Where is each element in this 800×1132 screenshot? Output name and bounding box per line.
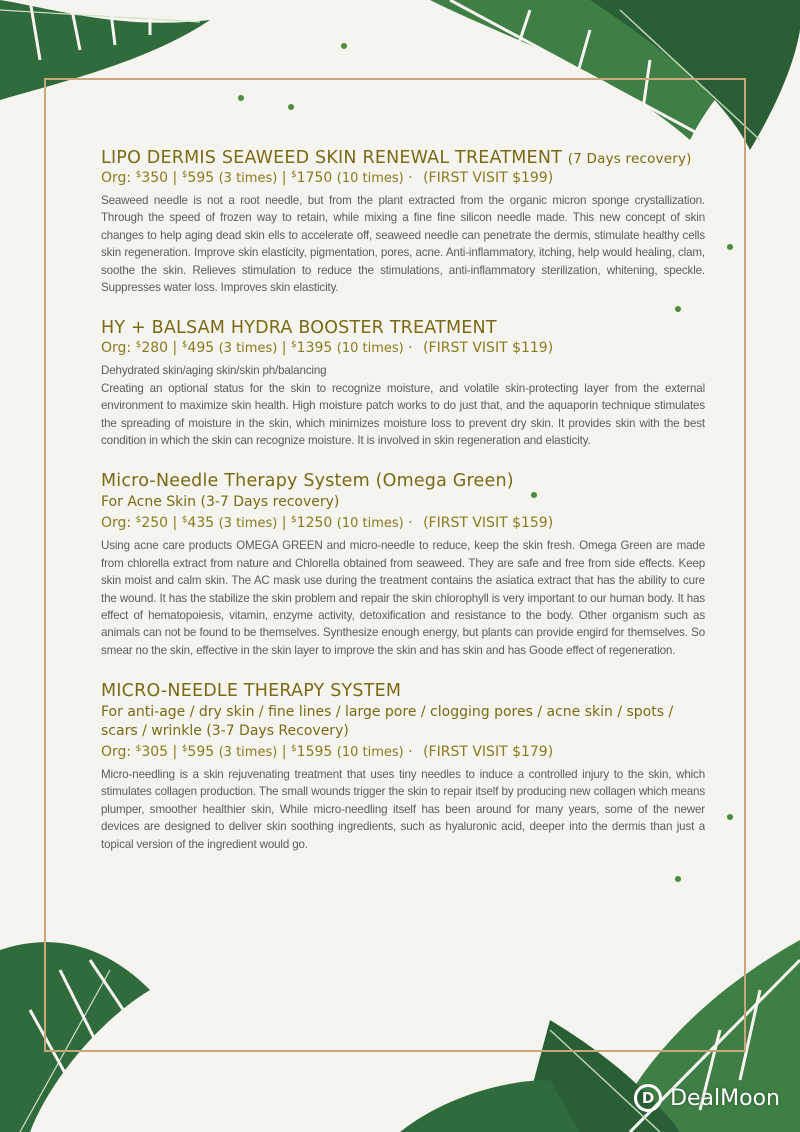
dealmoon-watermark — [634, 1084, 780, 1112]
decorative-dot — [727, 244, 733, 250]
treatment-subtitle: For anti-age / dry skin / fine lines / large pore / clogging pores / acne skin / spots / scars / wrinkle (3-7 Days Recovery) — [101, 704, 674, 740]
treatment-description: Using acne care products OMEGA GREEN and micro-needle to reduce, keep the skin fresh. Omega Green are made from chlorella extract from nature and Chlorella obtained from seaweed. They are safe and free from side effects. Keep skin moist and calm skin. The AC mask use during the treatment contains the asiatica extract that has the ability to cure the wound. It has the stabilize the skin problem and repair the skin chlorophyll is very important to our human body. It has effect of hematopoiesis, vitamin, enzyme activity, detoxification and resistance to the body. Other organism such as animals can not be found to be themselves. Synthesize enough energy, but plants can provide engird for themselves. So smear no the skin, effective in the skin layer to improve the skin and has skin and has Goode effect of regeneration. — [101, 539, 705, 657]
price-line: Org: $280 | $495 (3 times) | $1395 (10 times) · (FIRST VISIT $119) — [101, 340, 554, 357]
treatment-title: HY + BALSAM HYDRA BOOSTER TREATMENT — [101, 318, 497, 339]
decorative-dot — [288, 104, 294, 110]
decorative-dot — [675, 876, 681, 882]
dealmoon-logo-icon: D — [634, 1084, 662, 1112]
treatment-description: Seaweed needle is not a root needle, but from the plant extracted from the organic micron sponge crystallization. Through the speed of frozen way to retain, while mixing a fine fine silicon needle made. This new concept of skin changes to help aging dead skin ells to accelerate off, seaweed needle can penetrate the dermis, stimulate healthy cells skin regeneration. Improve skin elasticity, pigmentation, pores, acne. Anti-inflammatory, itching, help would healing, clam, soothe the skin. Relieves stimulation to reduce the stimulations, anti-inflammatory sterilization, whitening, speckle. Suppresses water loss. Improves skin elasticity. — [101, 194, 705, 295]
price-line: Org: $250 | $435 (3 times) | $1250 (10 times) · (FIRST VISIT $159) — [101, 515, 554, 532]
decorative-dot — [341, 43, 347, 49]
treatment-section — [101, 318, 705, 449]
first-visit-price: (FIRST VISIT $119) — [423, 340, 554, 357]
watermark-brand: DealMoon — [670, 1085, 780, 1111]
treatment-title: Micro-Needle Therapy System (Omega Green) — [101, 471, 514, 492]
first-visit-price: (FIRST VISIT $179) — [423, 743, 554, 760]
treatment-section — [101, 681, 705, 853]
treatment-section — [101, 471, 705, 659]
decorative-dot — [727, 814, 733, 820]
treatment-list — [101, 148, 705, 875]
price-line: Org: $305 | $595 (3 times) | $1595 (10 times) · (FIRST VISIT $179) — [101, 743, 554, 760]
price-line: Org: $350 | $595 (3 times) | $1750 (10 times) · (FIRST VISIT $199) — [101, 170, 554, 186]
recovery-note: (7 Days recovery) — [567, 151, 692, 167]
treatment-title: LIPO DERMIS SEAWEED SKIN RENEWAL TREATMENT (7 Days recovery) — [101, 148, 692, 168]
treatment-description: Creating an optional status for the skin to recognize moisture, and volatile skin-protecting layer from the external environment to maximize skin health. High moisture patch works to do just that, and the aquaporin technique stimulates the spreading of moisture in the skin, which minimizes moisture loss to prevent dry skin. It provides skin with the best condition in which the skin can recognize moisture. It is involved in skin regeneration and elasticity. — [101, 381, 705, 448]
decorative-dot — [238, 95, 244, 101]
first-visit-price: (FIRST VISIT $159) — [423, 515, 554, 532]
treatment-section — [101, 148, 705, 296]
treatment-subtitle: For Acne Skin (3-7 Days recovery) — [101, 494, 340, 511]
first-visit-price: (FIRST VISIT $199) — [423, 170, 554, 186]
treatment-title: MICRO-NEEDLE THERAPY SYSTEM — [101, 681, 402, 702]
treatment-description: Micro-needling is a skin rejuvenating treatment that uses tiny needles to induce a controlled injury to the skin, which stimulates collagen production. The small wounds trigger the skin to repair itself by producing new collagen which means plumper, smoother healthier skin, While micro-needling itself has been around for many years, some of the newer devices are designed to deliver skin soothing ingredients, such as hyaluronic acid, deeper into the dermis than just a topical version of the ingredient would go. — [101, 767, 705, 851]
treatment-intro: Dehydrated skin/aging skin/skin ph/balancing Creating an optional status for the skin to recognize moisture, and volatile skin-protecting layer from the external environment to maximize skin health. High moisture patch works to do just that, and the aquaporin technique stimulates the spreading of moisture in the skin, which minimizes moisture loss to prevent dry skin. It provides skin with the best condition in which the skin can recognize moisture. It is involved in skin regeneration and elasticity. — [101, 364, 705, 448]
